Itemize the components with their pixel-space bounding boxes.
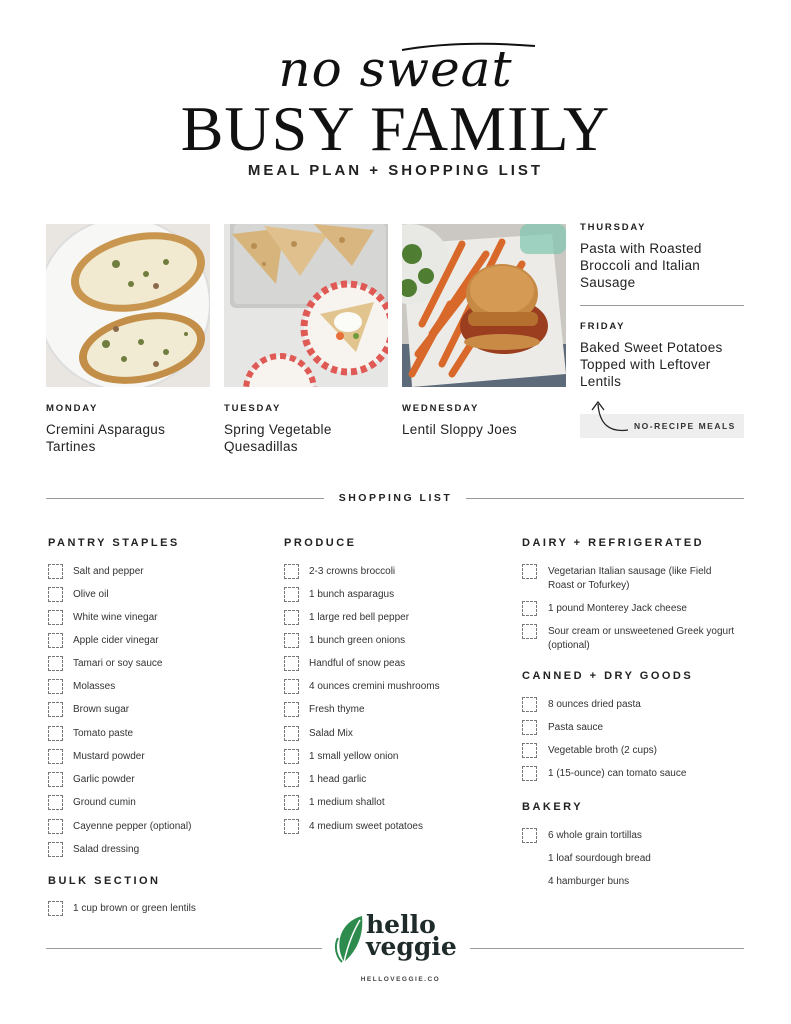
shopping-list-title: SHOPPING LIST: [338, 492, 453, 504]
list-item: Handful of snow peas: [309, 658, 406, 669]
list-item: 1 cup brown or green lentils: [73, 903, 196, 914]
checkbox[interactable]: [284, 679, 299, 694]
checkbox[interactable]: [522, 828, 537, 843]
list-item: 1 (15-ounce) can tomato sauce: [548, 768, 687, 779]
list-item: Salad dressing: [73, 844, 140, 855]
checkbox[interactable]: [48, 819, 63, 834]
list-item: 1 head garlic: [309, 774, 367, 785]
tuesday-label: TUESDAY: [224, 403, 282, 414]
list-item: 1 pound Monterey Jack cheese: [548, 603, 687, 614]
list-item: Salad Mix: [309, 728, 353, 739]
list-item: Vegetable broth (2 cups): [548, 745, 657, 756]
list-item: Apple cider vinegar: [73, 635, 159, 646]
checkbox[interactable]: [48, 564, 63, 579]
monday-photo: [46, 224, 210, 387]
produce-title: PRODUCE: [284, 537, 357, 549]
list-item: 2-3 crowns broccoli: [309, 566, 396, 577]
list-item: 4 ounces cremini mushrooms: [309, 681, 440, 692]
checkbox[interactable]: [522, 697, 537, 712]
list-item: Brown sugar: [73, 704, 130, 715]
checkbox[interactable]: [284, 795, 299, 810]
thursday-meal: Pasta with Roasted Broccoli and Italian Sausage: [580, 241, 702, 290]
footer-divider-right: [470, 948, 744, 949]
list-item: Ground cumin: [73, 797, 136, 808]
tuesday-photo: [224, 224, 388, 387]
website-url: HELLOVEGGIE.CO: [360, 976, 441, 983]
checkbox[interactable]: [48, 795, 63, 810]
checkbox[interactable]: [284, 749, 299, 764]
script-swash-decoration: [400, 38, 540, 58]
checkbox[interactable]: [284, 819, 299, 834]
no-recipe-badge: NO-RECIPE MEALS: [580, 414, 744, 438]
checkbox[interactable]: [48, 842, 63, 857]
checkbox[interactable]: [522, 766, 537, 781]
list-item: Cayenne pepper (optional): [73, 821, 192, 832]
list-item: White wine vinegar: [73, 612, 158, 623]
dairy-title: DAIRY + REFRIGERATED: [522, 537, 705, 549]
checkbox[interactable]: [48, 610, 63, 625]
list-item: 6 whole grain tortillas: [548, 830, 642, 841]
script-title: no sweat: [278, 40, 513, 98]
checkbox[interactable]: [48, 702, 63, 717]
monday-meal: Cremini Asparagus Tartines: [46, 422, 166, 454]
checkbox[interactable]: [48, 726, 63, 741]
wednesday-photo: [402, 224, 566, 387]
checkbox[interactable]: [522, 601, 537, 616]
checkbox[interactable]: [284, 772, 299, 787]
subtitle: MEAL PLAN + SHOPPING LIST: [247, 162, 544, 179]
list-item: 1 small yellow onion: [309, 751, 399, 762]
thursday-label: THURSDAY: [580, 222, 647, 233]
list-item: Salt and pepper: [73, 566, 144, 577]
monday-label: MONDAY: [46, 403, 99, 414]
checkbox[interactable]: [522, 720, 537, 735]
checkbox[interactable]: [284, 610, 299, 625]
list-item: Molasses: [73, 681, 116, 692]
checkbox[interactable]: [284, 587, 299, 602]
checkbox[interactable]: [522, 564, 537, 579]
list-item: Tamari or soy sauce: [73, 658, 163, 669]
list-item: Fresh thyme: [309, 704, 365, 715]
thursday-divider: [580, 305, 744, 306]
checkbox[interactable]: [284, 633, 299, 648]
list-item: Sour cream or unsweetened Greek yogurt (optional): [548, 626, 735, 651]
checkbox[interactable]: [48, 772, 63, 787]
list-item: 1 loaf sourdough bread: [548, 853, 651, 864]
checkbox[interactable]: [522, 624, 537, 639]
list-item: Mustard powder: [73, 751, 145, 762]
list-item: Vegetarian Italian sausage (like Field Roast or Tofurkey): [548, 566, 712, 591]
checkbox[interactable]: [48, 587, 63, 602]
checkbox[interactable]: [48, 749, 63, 764]
hello-veggie-logo: [366, 910, 457, 961]
checkbox[interactable]: [48, 901, 63, 916]
leaf-icon: [334, 914, 368, 964]
logo-line-veggie: veggie: [366, 932, 457, 961]
bakery-title: BAKERY: [522, 801, 584, 813]
tuesday-meal: Spring Vegetable Quesadillas: [224, 422, 332, 454]
logo-line-hello: hello: [366, 910, 436, 939]
checkbox[interactable]: [522, 743, 537, 758]
bulk-title: BULK SECTION: [48, 875, 161, 887]
canned-title: CANNED + DRY GOODS: [522, 670, 694, 682]
wednesday-meal: Lentil Sloppy Joes: [402, 422, 517, 437]
footer-divider-left: [46, 948, 322, 949]
checkbox[interactable]: [284, 726, 299, 741]
list-item: Pasta sauce: [548, 722, 604, 733]
wednesday-label: WEDNESDAY: [402, 403, 480, 414]
list-item: 8 ounces dried pasta: [548, 699, 641, 710]
pantry-title: PANTRY STAPLES: [48, 537, 180, 549]
list-item: 1 large red bell pepper: [309, 612, 410, 623]
shopping-divider-right: [466, 498, 744, 499]
list-item: 1 medium shallot: [309, 797, 385, 808]
friday-label: FRIDAY: [580, 321, 626, 332]
list-item: 1 bunch green onions: [309, 635, 406, 646]
checkbox[interactable]: [48, 656, 63, 671]
list-item: 4 hamburger buns: [548, 876, 630, 887]
checkbox[interactable]: [284, 702, 299, 717]
checkbox[interactable]: [48, 633, 63, 648]
checkbox[interactable]: [284, 656, 299, 671]
main-title: BUSY FAMILY: [180, 93, 611, 164]
list-item: Garlic powder: [73, 774, 135, 785]
checkbox[interactable]: [284, 564, 299, 579]
list-item: Olive oil: [73, 589, 109, 600]
friday-meal: Baked Sweet Potatoes Topped with Leftover Lentils: [580, 340, 723, 389]
curve-arrow-icon: [586, 396, 634, 438]
list-item: 4 medium sweet potatoes: [309, 821, 423, 832]
checkbox[interactable]: [48, 679, 63, 694]
list-item: 1 bunch asparagus: [309, 589, 395, 600]
list-item: Tomato paste: [73, 728, 134, 739]
